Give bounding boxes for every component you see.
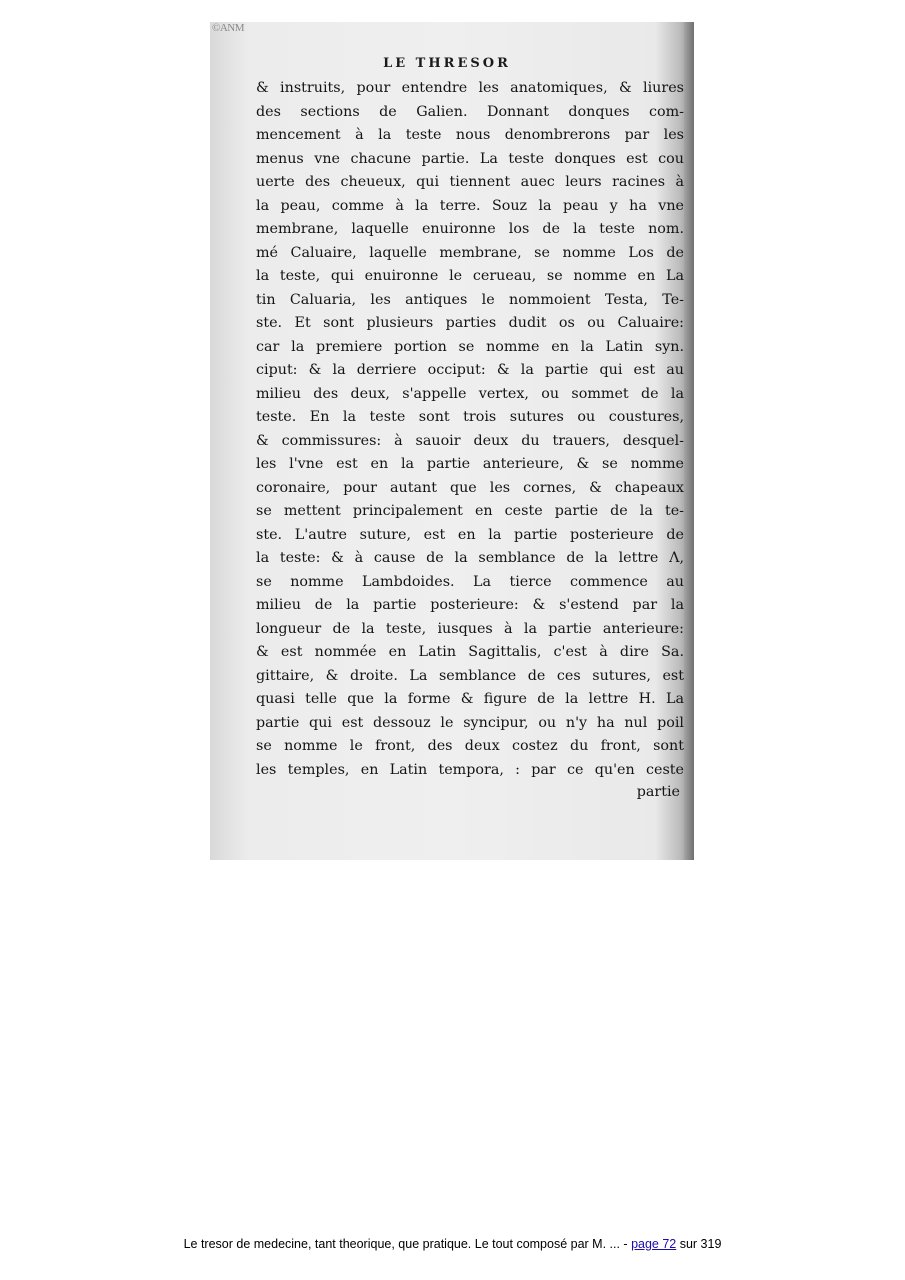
running-head: LE THRESOR: [383, 56, 511, 71]
text-line: & instruits, pour entendre les anatomiques, & liures: [256, 80, 684, 96]
text-line: & est nommée en Latin Sagittalis, c'est à dire Sa.: [256, 644, 684, 660]
text-line: la peau, comme à la terre. Souz la peau y ha vne: [256, 197, 684, 214]
text-line: des sections de Galien. Donnant donques com-: [256, 103, 684, 120]
text-line: mé Caluaire, laquelle membrane, se nomme Los de: [256, 244, 684, 261]
text-line: membrane, laquelle enuironne los de la teste nom.: [256, 221, 684, 237]
copyright-watermark: ©ANM: [212, 22, 245, 34]
text-line: coronaire, pour autant que les cornes, & chapeaux: [256, 479, 684, 496]
book-gutter-shadow: [684, 22, 694, 860]
text-line: se nomme Lambdoides. La tierce commence au: [256, 573, 684, 590]
page-link[interactable]: page 72: [631, 1237, 677, 1251]
text-line: mencement à la teste nous denombrerons par les: [256, 127, 684, 143]
page-footer: [0, 1237, 905, 1251]
book-title: Le tresor de medecine, tant theorique, que pratique. Le tout composé par M. ... -: [183, 1237, 632, 1251]
page-text: [256, 77, 684, 782]
text-line: se mettent principalement en ceste partie de la te-: [256, 503, 684, 519]
text-line: menus vne chacune partie. La teste donques est cou: [256, 150, 684, 167]
text-line: se nomme le front, des deux costez du front, sont: [256, 738, 684, 754]
page-total: sur 319: [676, 1237, 722, 1251]
text-line: ste. Et sont plusieurs parties dudit os ou Caluaire:: [256, 315, 684, 331]
page-scan: [210, 22, 694, 860]
text-line: la teste: & à cause de la semblance de la lettre Λ,: [256, 550, 684, 566]
text-line: les temples, en Latin tempora, : par ce qu'en ceste: [256, 761, 684, 778]
text-line: ciput: & la derriere occiput: & la partie qui est au: [256, 362, 684, 378]
text-line: la teste, qui enuironne le cerueau, se nomme en La: [256, 268, 684, 284]
text-line: quasi telle que la forme & figure de la lettre H. La: [256, 691, 684, 707]
text-line: teste. En la teste sont trois sutures ou coustures,: [256, 409, 684, 425]
text-line: milieu des deux, s'appelle vertex, ou sommet de la: [256, 385, 684, 402]
text-line: car la premiere portion se nomme en la Latin syn.: [256, 338, 684, 355]
text-line: partie qui est dessouz le syncipur, ou n'y ha nul poil: [256, 714, 684, 731]
text-line: & commissures: à sauoir deux du trauers, desquel-: [256, 432, 684, 449]
text-line: milieu de la partie posterieure: & s'estend par la: [256, 597, 684, 613]
text-line: gittaire, & droite. La semblance de ces sutures, est: [256, 667, 684, 684]
catchword: partie: [636, 784, 680, 800]
text-line: longueur de la teste, iusques à la partie anterieure:: [256, 620, 684, 637]
text-line: tin Caluaria, les antiques le nommoient Testa, Te-: [256, 291, 684, 308]
text-line: les l'vne est en la partie anterieure, & se nomme: [256, 456, 684, 472]
text-line: ste. L'autre suture, est en la partie posterieure de: [256, 526, 684, 543]
text-line: uerte des cheueux, qui tiennent auec leurs racines à: [256, 174, 684, 190]
